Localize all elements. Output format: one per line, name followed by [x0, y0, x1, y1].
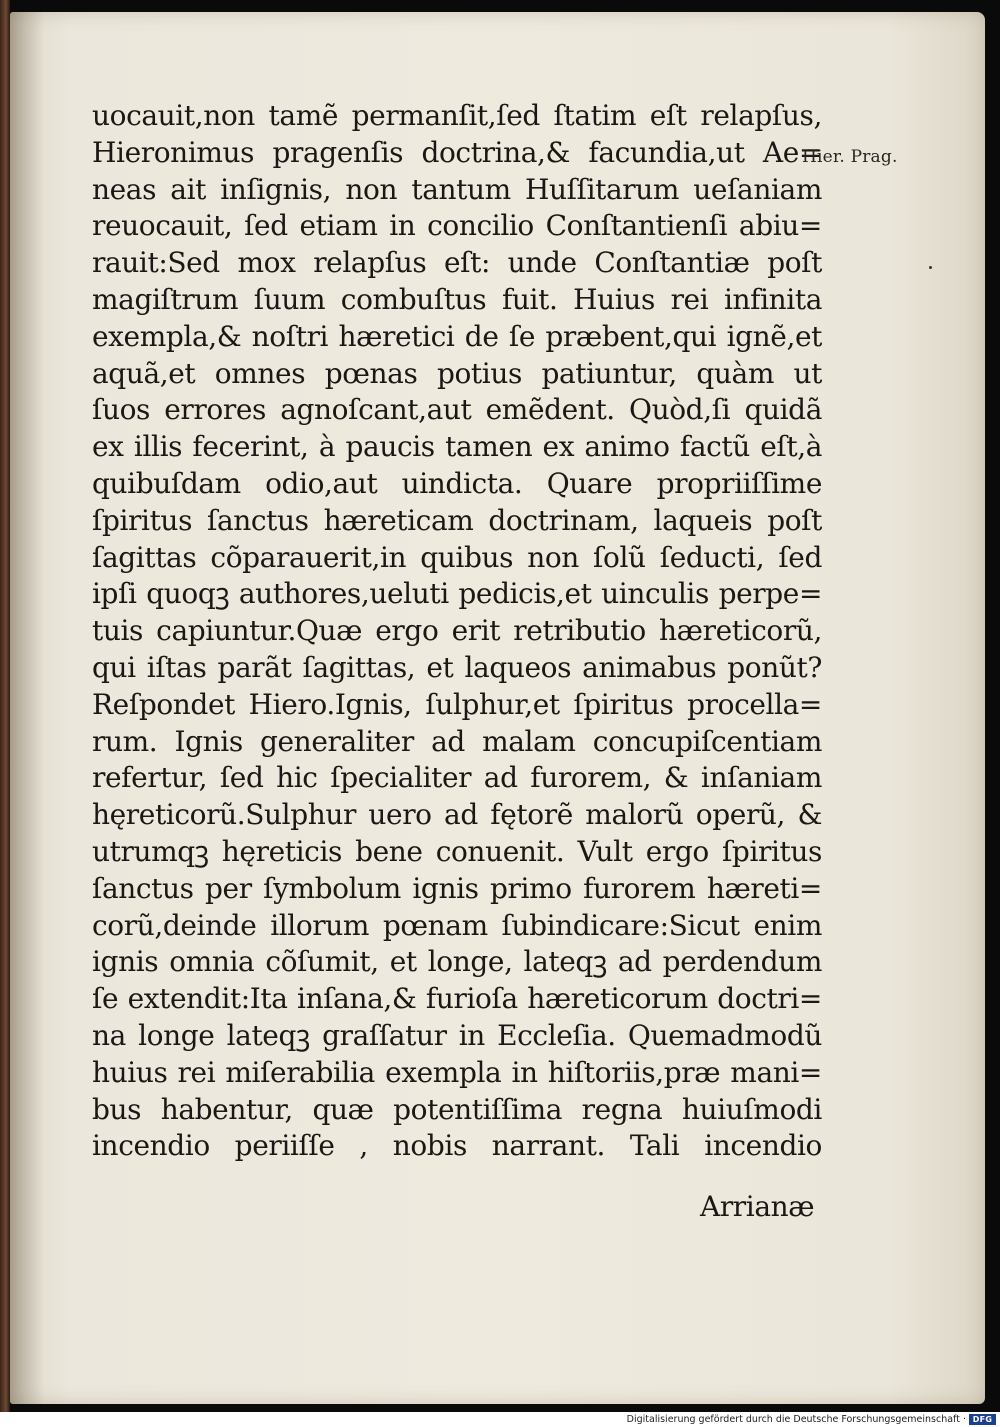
text-line: bus habentur, quæ potentiſſima regna huiuſmodi: [92, 1092, 822, 1126]
body-text: [92, 98, 822, 1165]
gutter-shadow: [10, 12, 44, 1404]
text-line: ſuos errores agnoſcant,aut emẽdent. Quòd,ſi quidã: [92, 393, 822, 427]
text-line: ſagittas cõparauerit,in quibus non ſolũ ſeducti, ſed: [92, 540, 822, 574]
text-line: ex illis fecerint, à paucis tamen ex animo factũ eſt,à: [92, 430, 822, 464]
text-line: rum. Ignis generaliter ad malam concupiſcentiam: [92, 724, 822, 758]
text-line: quibuſdam odio,aut uindicta. Quare propriiſſime: [92, 466, 822, 500]
text-line: magiſtrum ſuum combuſtus fuit. Huius rei infinita: [92, 282, 822, 316]
text-line: ignis omnia cõſumit, et longe, lateqꝫ ad perdendum: [92, 945, 822, 979]
text-line: ſe extendit:Ita inſana,& furioſa hæreticorum doctri=: [92, 982, 822, 1016]
text-line: reuocauit, ſed etiam in concilio Conſtantienſi abiu=: [92, 209, 822, 243]
text-line: neas ait inſignis, non tantum Huſſitarum ueſaniam: [92, 172, 822, 206]
text-line: corũ,deinde illorum pœnam ſubindicare:Sicut enim: [92, 908, 822, 942]
text-line: Hieronimus pragenſis doctrina,& facundia,ut Ae=: [92, 135, 822, 169]
ink-speck: [929, 266, 932, 269]
marginal-note: Hier. Prag.: [802, 147, 898, 167]
catchword: Arrianæ: [700, 1190, 815, 1223]
text-line: exempla,& noſtri hæretici de ſe præbent,qui ignẽ,et: [92, 319, 822, 353]
text-line: Reſpondet Hiero.Ignis, ſulphur,et ſpiritus procella=: [92, 687, 822, 721]
book-spine-edge: [0, 0, 10, 1412]
text-line: utrumqꝫ hęreticis bene conuenit. Vult ergo ſpiritus: [92, 834, 822, 868]
text-line: ipſi quoqꝫ authores,ueluti pedicis,et uinculis perpe=: [92, 577, 822, 611]
funding-credit: Digitalisierung gefördert durch die Deutsche Forschungsgemeinschaft ·: [626, 1414, 966, 1425]
text-line: ſanctus per ſymbolum ignis primo furorem hæreti=: [92, 871, 822, 905]
text-line: refertur, ſed hic ſpecialiter ad furorem, & inſaniam: [92, 761, 822, 795]
text-line: hęreticorũ.Sulphur uero ad fętorẽ malorũ operũ, &: [92, 798, 822, 832]
text-line: aquã,et omnes pœnas potius patiuntur, quàm ut: [92, 356, 822, 390]
dfg-logo: DFG: [969, 1414, 996, 1425]
text-line: qui iſtas parãt ſagittas, et laqueos animabus ponũt?: [92, 650, 822, 684]
text-line: huius rei miſerabilia exempla in hiſtoriis,præ mani=: [92, 1055, 822, 1089]
text-line: tuis capiuntur.Quæ ergo erit retributio hæreticorũ,: [92, 614, 822, 648]
text-line: uocauit,non tamẽ permanſit,ſed ſtatim eſt relapſus,: [92, 99, 822, 132]
text-line: incendio periiſſe , nobis narrant. Tali incendio: [92, 1129, 822, 1163]
text-line: ſpiritus ſanctus hæreticam doctrinam, laqueis poſt: [92, 503, 822, 537]
text-line: rauit:Sed mox relapſus eſt: unde Conſtantiæ poſt: [92, 246, 822, 280]
text-line: na longe lateqꝫ graſſatur in Eccleſia. Quemadmodũ: [92, 1018, 822, 1052]
